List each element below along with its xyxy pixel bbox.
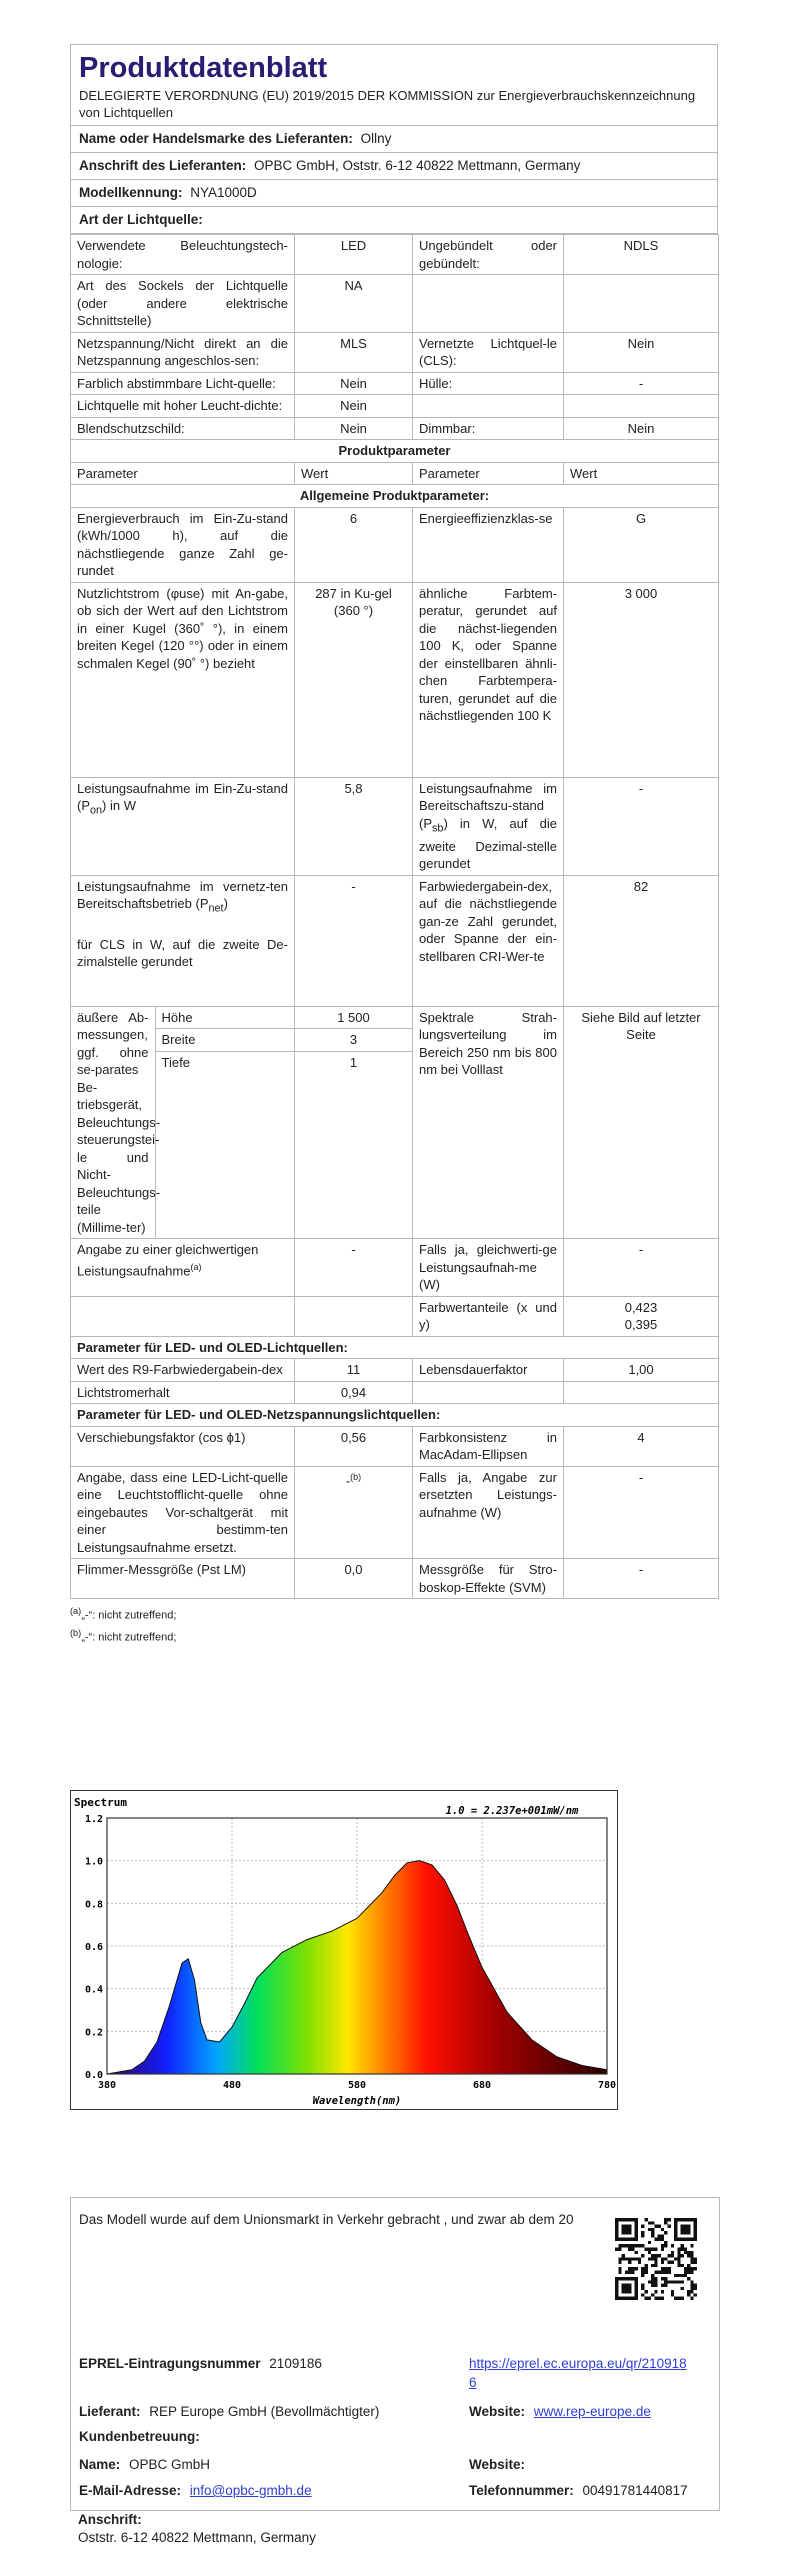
model-label: Modellkennung: xyxy=(79,185,183,200)
socket-label: Art des Sockels der Lichtquelle (oder andere elektrische Schnittstelle) xyxy=(71,275,295,333)
efficiency-class-label: Energieeffizienzklas-se xyxy=(413,507,564,582)
y-tick-label: 0.8 xyxy=(84,1899,103,1911)
website-row xyxy=(469,2402,651,2421)
survival-factor-value: 1,00 xyxy=(564,1359,719,1382)
x-tick-label: 780 xyxy=(597,2080,617,2091)
led-parameters-title: Parameter für LED- und OLED-Lichtquellen: xyxy=(71,1336,719,1359)
chromaticity-value: 0,423 0,395 xyxy=(564,1296,719,1336)
table-header-row xyxy=(71,462,719,485)
energy-consumption-label: Energieverbrauch im Ein-Zu-stand (kWh/1000 h), auf die nächstliegende ganze Zahl ge-rundet xyxy=(71,507,295,582)
replacement-claim-label: Angabe, dass eine LED-Licht-quelle eine Leuchtstofflicht-quelle ohne eingebautes Vor-schaltgerät mit einer bestimm-ten Leistungsaufnahme ersetzt. xyxy=(71,1466,295,1559)
width-label: Breite xyxy=(155,1029,294,1052)
envelope-value: - xyxy=(564,372,719,395)
light-type-label: Art der Lichtquelle: xyxy=(79,212,203,227)
col-header-value-2: Wert xyxy=(564,462,719,485)
col-header-parameter-2: Parameter xyxy=(413,462,564,485)
mains-label: Netzspannung/Nicht direkt an die Netzspannung angeschlos-sen: xyxy=(71,332,295,372)
cri-value: 82 xyxy=(564,875,719,1006)
supplier-value: REP Europe GmbH (Bevollmächtigter) xyxy=(149,2404,380,2419)
depth-value: 1 xyxy=(349,1054,358,1070)
mains-value: MLS xyxy=(295,332,413,372)
equivalent-power-claim-label: Angabe zu einer gleichwertigen Leistungsaufnahme$^{(a)}$ xyxy=(71,1239,295,1297)
table-row xyxy=(71,582,719,777)
y-tick-label: 1.2 xyxy=(84,1814,103,1825)
supplier-address-value: OPBC GmbH, Oststr. 6-12 40822 Mettmann, Germany xyxy=(254,158,581,173)
name-value: OPBC GmbH xyxy=(129,2457,211,2472)
survival-factor-label: Lebensdauerfaktor xyxy=(413,1359,564,1382)
eprel-link-row xyxy=(469,2354,689,2392)
table-row xyxy=(71,1466,719,1559)
dimensions-label: äußere Ab-messungen, ggf. ohne se-parates Be-triebsgerät, Beleuchtungs-steuerungstei-le und Nicht-Beleuchtungs-teile (Millime-ter) xyxy=(71,1007,155,1239)
table-row xyxy=(71,1559,719,1599)
trademark-value: Ollny xyxy=(360,131,392,146)
y-tick-label: 0.6 xyxy=(84,1942,103,1953)
y-tick-label: 1.0 xyxy=(84,1856,103,1868)
tech-label: Verwendete Beleuchtungstech-nologie: xyxy=(71,235,295,275)
customer-service-heading: Kundenbetreuung: xyxy=(79,2429,200,2444)
socket-value: NA xyxy=(295,275,413,333)
qr-code[interactable] xyxy=(615,2218,697,2300)
cct-value: 3 000 xyxy=(564,582,719,777)
model-row xyxy=(70,180,718,207)
lumen-maintenance-value: 0,94 xyxy=(295,1381,413,1404)
table-row xyxy=(71,1239,719,1297)
flicker-label: Flimmer-Messgröße (Pst LM) xyxy=(71,1559,295,1599)
equivalent-power-value: - xyxy=(564,1239,719,1297)
standby-power-label: Leistungsaufnahme im Bereitschaftszu-stand $(P_{sb})$ in W, auf die zweite Dezimal-stelle gerundet xyxy=(413,777,564,875)
cct-label: ähnliche Farbtem-peratur, gerundet auf die nächst-liegenden 100 K, oder Spanne der einstellbaren ähnli-chen Farbtempera-turen, gerundet auf die nächstliegenden 100 K xyxy=(413,582,564,777)
high-luminance-label: Lichtquelle mit hoher Leucht-dichte: xyxy=(71,395,295,418)
product-parameters-title: Produktparameter xyxy=(71,440,719,463)
phone-row xyxy=(469,2481,688,2500)
dimensions-subtable xyxy=(71,1007,294,1239)
supplier-row xyxy=(79,2402,379,2421)
empty-cell xyxy=(413,275,564,333)
empty-cell xyxy=(564,395,719,418)
empty-cell xyxy=(71,1296,295,1336)
r9-value: 11 xyxy=(295,1359,413,1382)
energy-consumption-value: 6 xyxy=(295,507,413,582)
standby-power-value: - xyxy=(564,777,719,875)
color-tunable-value: Nein xyxy=(295,372,413,395)
x-tick-label: 580 xyxy=(347,2080,367,2091)
supplier-address-label: Anschrift des Lieferanten: xyxy=(79,158,247,173)
replaced-power-value: - xyxy=(564,1466,719,1559)
footer-box xyxy=(70,2197,720,2511)
website2-label: Website: xyxy=(469,2457,526,2472)
replacement-claim-value: -$^{(b)}$ xyxy=(295,1466,413,1559)
table-row xyxy=(71,417,719,440)
col-header-parameter: Parameter xyxy=(71,462,295,485)
name-row xyxy=(79,2455,210,2474)
envelope-label: Hülle: xyxy=(413,372,564,395)
table-row xyxy=(71,372,719,395)
width-value: 3 xyxy=(295,1029,412,1052)
table-row xyxy=(71,235,719,275)
depth-label: Tiefe xyxy=(161,1054,190,1070)
address-value: Oststr. 6-12 40822 Mettmann, Germany xyxy=(78,2530,316,2545)
table-row xyxy=(71,507,719,582)
height-label: Höhe xyxy=(155,1007,294,1029)
address-label: Anschrift: xyxy=(78,2512,142,2527)
light-type-heading xyxy=(70,207,718,234)
table-row xyxy=(71,332,719,372)
dimmable-label: Dimmbar: xyxy=(413,417,564,440)
unbundled-label: Ungebündelt oder gebündelt: xyxy=(413,235,564,275)
replaced-power-label: Falls ja, Angabe zur ersetzten Leistungs-aufnahme (W) xyxy=(413,1466,564,1559)
website-link[interactable]: www.rep-europe.de xyxy=(533,2404,651,2419)
table-row xyxy=(71,777,719,875)
product-data-sheet xyxy=(70,44,718,1646)
email-link[interactable]: info@opbc-gmbh.de xyxy=(189,2483,312,2498)
footnote-a: $^{(a)}$„-“: nicht zutreffend; xyxy=(70,1606,177,1622)
equivalent-power-claim-value: - xyxy=(295,1239,413,1297)
eprel-value: 2109186 xyxy=(269,2356,322,2371)
high-luminance-value: Nein xyxy=(295,395,413,418)
flicker-value: 0,0 xyxy=(295,1559,413,1599)
y-tick-label: 0.2 xyxy=(84,2027,103,2039)
empty-cell xyxy=(413,395,564,418)
table-row xyxy=(71,1336,719,1359)
phone-value: 00491781440817 xyxy=(582,2483,688,2498)
y-tick-label: 0.0 xyxy=(84,2070,103,2081)
color-consistency-value: 4 xyxy=(564,1426,719,1466)
supplier-label: Lieferant: xyxy=(79,2404,141,2419)
col-header-value: Wert xyxy=(295,462,413,485)
mains-parameters-title: Parameter für LED- und OLED-Netzspannungslichtquellen: xyxy=(71,1404,719,1427)
efficiency-class-value: G xyxy=(564,507,719,582)
empty-cell xyxy=(413,1381,564,1404)
table-row xyxy=(71,1006,719,1239)
empty-cell xyxy=(564,1381,719,1404)
stroboscopic-value: - xyxy=(564,1559,719,1599)
chromaticity-label: Farbwertanteile (x und y) xyxy=(413,1296,564,1336)
email-label: E-Mail-Adresse: xyxy=(79,2483,182,2498)
phone-label: Telefonnummer: xyxy=(469,2483,574,2498)
y-tick-label: 0.4 xyxy=(84,1984,103,1996)
glare-label: Blendschutzschild: xyxy=(71,417,295,440)
dimensions-values-cell xyxy=(295,1006,413,1239)
dimensions-cell xyxy=(71,1006,295,1239)
spd-label: Spektrale Strah-lungsverteilung im Bereich 250 nm bis 800 nm bei Volllast xyxy=(413,1006,564,1239)
sheet-header xyxy=(70,44,718,126)
networked-standby-label: Leistungsaufnahme im vernetz-ten Bereitschaftsbetrieb $(P_{net})$ für CLS in W, auf die zweite De-zimalstelle gerundet xyxy=(71,875,295,1006)
table-row xyxy=(71,395,719,418)
spd-value: Siehe Bild auf letzter Seite xyxy=(564,1006,719,1239)
table-row xyxy=(71,1381,719,1404)
chart-title: Spectrum xyxy=(74,1796,127,1809)
chart-annotation: 1.0 = 2.237e+001mW/nm xyxy=(445,1805,579,1817)
page-title: Produktdatenblatt xyxy=(79,52,328,84)
footnote-b: $^{(b)}$„-“: nicht zutreffend; xyxy=(70,1627,177,1644)
market-intro-text: Das Modell wurde auf dem Unionsmarkt in Verkehr gebracht , und zwar ab dem 20 xyxy=(79,2212,574,2227)
useful-flux-value: 287 in Ku-gel (360 °) xyxy=(295,582,413,777)
x-axis-label: Wavelength(nm) xyxy=(312,2095,402,2107)
r9-label: Wert des R9-Farbwiedergabein-dex xyxy=(71,1359,295,1382)
general-parameters-title: Allgemeine Produktparameter: xyxy=(71,485,719,508)
x-tick-label: 380 xyxy=(97,2080,117,2091)
website2-row xyxy=(469,2455,530,2474)
table-row xyxy=(71,1296,719,1336)
color-consistency-label: Farbkonsistenz in MacAdam-Ellipsen xyxy=(413,1426,564,1466)
lumen-maintenance-label: Lichtstromerhalt xyxy=(71,1381,295,1404)
eprel-link[interactable]: https://eprel.ec.europa.eu/qr/2109186 xyxy=(469,2356,687,2390)
on-mode-power-label: Leistungsaufnahme im Ein-Zu-stand $(P_{on})$ in W xyxy=(71,777,295,875)
cri-label: Farbwiedergabein-dex, auf die nächstliegende gan-ze Zahl gerundet, oder Spanne der ein-stellbaren CRI-Wer-te xyxy=(413,875,564,1006)
model-value: NYA1000D xyxy=(190,185,257,200)
website-label: Website: xyxy=(469,2404,526,2419)
tech-value: LED xyxy=(295,235,413,275)
glare-value: Nein xyxy=(295,417,413,440)
cls-value: Nein xyxy=(564,332,719,372)
x-tick-label: 480 xyxy=(222,2080,242,2091)
displacement-factor-value: 0,56 xyxy=(295,1426,413,1466)
displacement-factor-label: Verschiebungsfaktor (cos ϕ1) xyxy=(71,1426,295,1466)
empty-cell xyxy=(564,275,719,333)
dimmable-value: Nein xyxy=(564,417,719,440)
supplier-address-row xyxy=(70,153,718,180)
trademark-label: Name oder Handelsmarke des Lieferanten: xyxy=(79,131,353,146)
table-row xyxy=(71,1426,719,1466)
name-label: Name: xyxy=(79,2457,121,2472)
table-row xyxy=(71,275,719,333)
height-value: 1 500 xyxy=(295,1007,412,1030)
spectrum-chart xyxy=(70,1790,618,2110)
networked-standby-value: - xyxy=(295,875,413,1006)
on-mode-power-value: 5,8 xyxy=(295,777,413,875)
trademark-row xyxy=(70,126,718,153)
unbundled-value: NDLS xyxy=(564,235,719,275)
stroboscopic-label: Messgröße für Stro-boskop-Effekte (SVM) xyxy=(413,1559,564,1599)
email-row xyxy=(79,2481,312,2500)
useful-flux-label: Nutzlichtstrom (φuse) mit An-gabe, ob sich der Wert auf den Lichtstrom in einer Kugel (360˚ °), in einem breiten Kegel (120 °°) oder in einem schmalen Kegel (90˚ °) bezieht xyxy=(71,582,295,777)
x-tick-label: 680 xyxy=(472,2080,492,2091)
eprel-row xyxy=(79,2354,322,2373)
table-row xyxy=(71,875,719,1006)
parameter-table xyxy=(70,234,719,1599)
table-row xyxy=(71,1404,719,1427)
eprel-label: EPREL-Eintragungsnummer xyxy=(79,2356,261,2371)
cls-label: Vernetzte Lichtquel-le (CLS): xyxy=(413,332,564,372)
regulation-subtitle: DELEGIERTE VERORDNUNG (EU) 2019/2015 DER KOMMISSION zur Energieverbrauchskennzeichnung von Lichtquellen xyxy=(79,88,696,120)
color-tunable-label: Farblich abstimmbare Licht-quelle: xyxy=(71,372,295,395)
address-block xyxy=(78,2511,316,2547)
equivalent-power-label: Falls ja, gleichwerti-ge Leistungsaufnah-me (W) xyxy=(413,1239,564,1297)
table-row xyxy=(71,485,719,508)
table-row xyxy=(71,440,719,463)
table-row xyxy=(71,1359,719,1382)
empty-cell xyxy=(295,1296,413,1336)
